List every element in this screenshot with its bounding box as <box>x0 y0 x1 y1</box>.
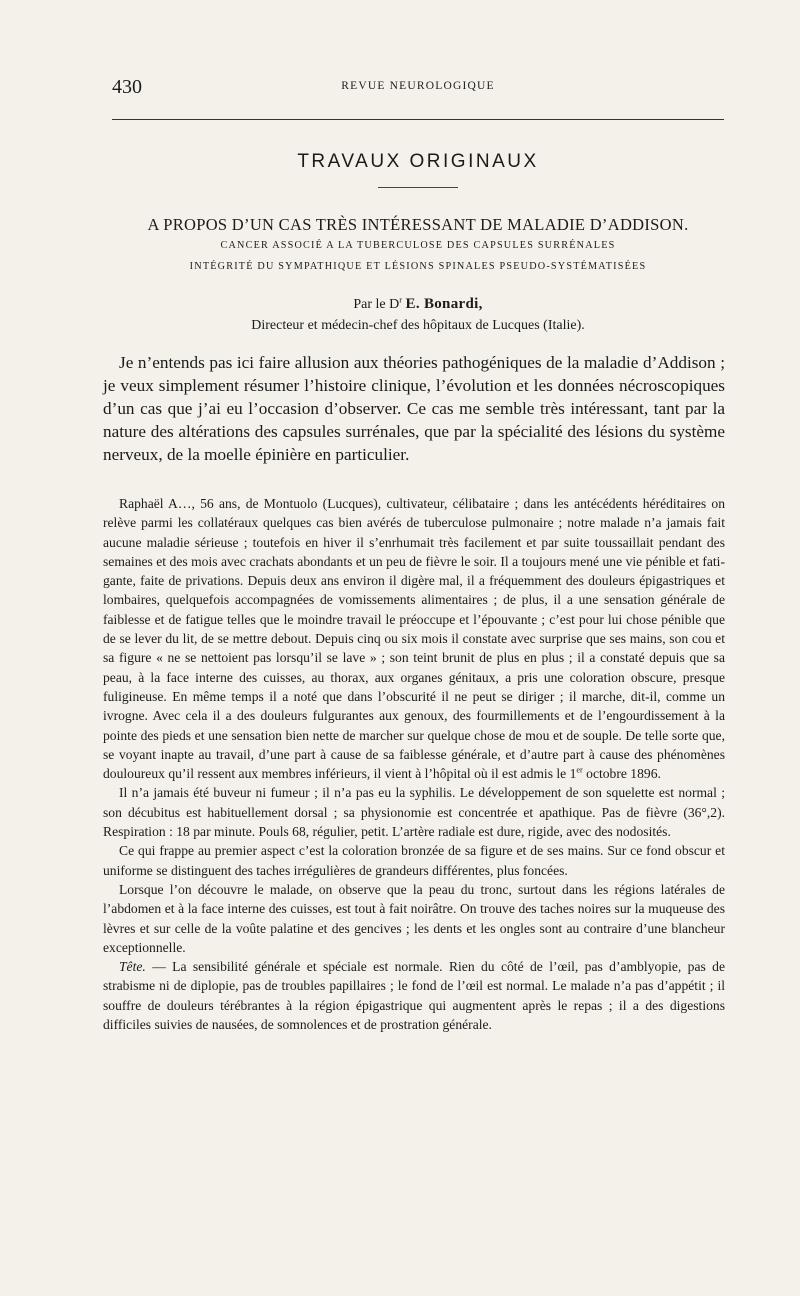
article-title: A PROPOS D’UN CAS TRÈS INTÉRESSANT DE MALADIE D’ADDISON. <box>147 215 689 234</box>
paragraph-head-text: — La sensibilité générale et spéciale est normale. Rien du côté de l’œil, pas d’amblyopie, pas de strabisme ni de diplopie, pas de troubles papillaires ; le fond de l’œil est normal. Le malade n’a pas d’appétit ; il souffre de douleurs térébrantes à la région épigastrique qui augmentent après le repas ; il a des digestions difficiles suivies de nausées, de somnolences et de prostration générale. <box>103 959 725 1033</box>
section-rule <box>378 187 458 188</box>
ordinal-superscript: er <box>576 765 583 775</box>
page-number: 430 <box>112 76 142 98</box>
byline-prefix: Par le D <box>353 297 400 312</box>
paragraph-history-text: Raphaël A…, 56 ans, de Montuolo (Lucques), cultivateur, célibataire ; dans les antécédents héréditaires on relève parmi les collatéraux quelques cas bien avérés de tuberculose pulmonaire ; notre malade n’a jamais fait aucune maladie sérieuse ; toutefois en hiver il s’enrhumait très facilement et par suite toussaillait pendant des semaines et des mois avec crachats abondants et un peu de fièvre le soir. Il a toujours mené une vie pénible et fatigante, faite de privations. Depuis deux ans environ il digère mal, il a fréquemment des douleurs épigastriques et lombaires, quelquefois accompagnées de vomissements alimentaires ; de plus, il a une sensation générale de faiblesse et de fatigue telles que le moindre travail le préoccupe et l’épouvante ; c’est pour lui chose pénible que de se lever du lit, de se mettre debout. Depuis cinq ou six mois il constate avec surprise que ses mains, son cou et sa figure « ne se nettoient pas lorsqu’il se lave » ; son teint brunit de plus en plus ; il a constaté depuis que sa peau, à la face interne des cuisses, au thorax, aux organes génitaux, a pris une coloration obscure, presque fuligineuse. En même temps il a noté que dans l’obscurité il ne peut se diriger ; il marche, dit-il, comme un ivrogne. Avec cela il a des douleurs fulgurantes aux genoux, des fourmillements et de l’engourdissement à la pointe des pieds et une sensation bien nette de marcher sur quelque chose de mou et de souple. De telle sorte que, se voyant inapte au travail, d’une part à cause de sa faiblesse générale, et d’autre part à cause des phénomènes douloureux qu’il ressent aux membres inférieurs, il vient à l’hôpital où il est admis le 1 <box>103 496 725 782</box>
byline-superscript: r <box>399 295 403 305</box>
author-affiliation: Directeur et médecin-chef des hôpitaux de Lucques (Italie). <box>251 318 585 333</box>
paragraph-skin: Lorsque l’on découvre le malade, on observe que la peau du tronc, surtout dans les régions latérales de l’abdomen et à la face interne des cuisses, est tout à fait noirâtre. On trouve des taches noires sur la muqueuse des lèvres et sur celle de la voûte palatine et des gencives ; les dents et les ongles sont au contraire d’une blancheur exceptionnelle. <box>103 881 725 955</box>
paragraph-habits: Il n’a jamais été buveur ni fumeur ; il n’a pas eu la syphilis. Le développement de son squelette est normal ; son décubitus est habituellement dorsal ; sa physionomie est concentrée et apathique. Pas de fièvre (36°,2). Respiration : 18 par minute. Pouls 68, régulier, petit. L’artère radiale est dure, rigide, avec des nodosités. <box>103 785 725 840</box>
paragraph-coloration: Ce qui frappe au premier aspect c’est la coloration bronzée de sa figure et de ses mains. Sur ce fond obscur et uniforme se distinguent des taches irrégulières de grandeurs différentes, plus foncées. <box>103 843 725 878</box>
running-header <box>112 76 724 100</box>
journal-title: REVUE NEUROLOGIQUE <box>341 80 495 92</box>
section-title: TRAVAUX ORIGINAUX <box>297 151 539 172</box>
paragraph-head-label: Tête. <box>119 959 146 975</box>
paragraph-history <box>103 494 725 783</box>
author-name: E. Bonardi, <box>405 296 483 312</box>
byline <box>112 296 724 313</box>
article-subtitle-2: INTÉGRITÉ DU SYMPATHIQUE ET LÉSIONS SPINALES PSEUDO-SYSTÉMATISÉES <box>189 261 647 272</box>
paragraph-head <box>103 957 725 1034</box>
article-subtitle-1: CANCER ASSOCIÉ A LA TUBERCULOSE DES CAPSULES SURRÉNALES <box>220 240 616 251</box>
case-report <box>103 494 725 1034</box>
lead-paragraph: Je n’entends pas ici faire allusion aux théories pathogéniques de la maladie d’Addison ; je veux simplement résumer l’histoire clinique, l’évolution et les données nécroscopiques d’un cas que j’ai eu l’occasion d’observer. Ce cas me semble très intéressant, tant par la nature des altérations des capsules surrénales, que par la spécialité des lésions du système nerveux, de la moelle épinière en particulier. <box>103 353 725 464</box>
header-rule <box>112 119 724 120</box>
paragraph-history-end: octobre 1896. <box>582 766 661 782</box>
